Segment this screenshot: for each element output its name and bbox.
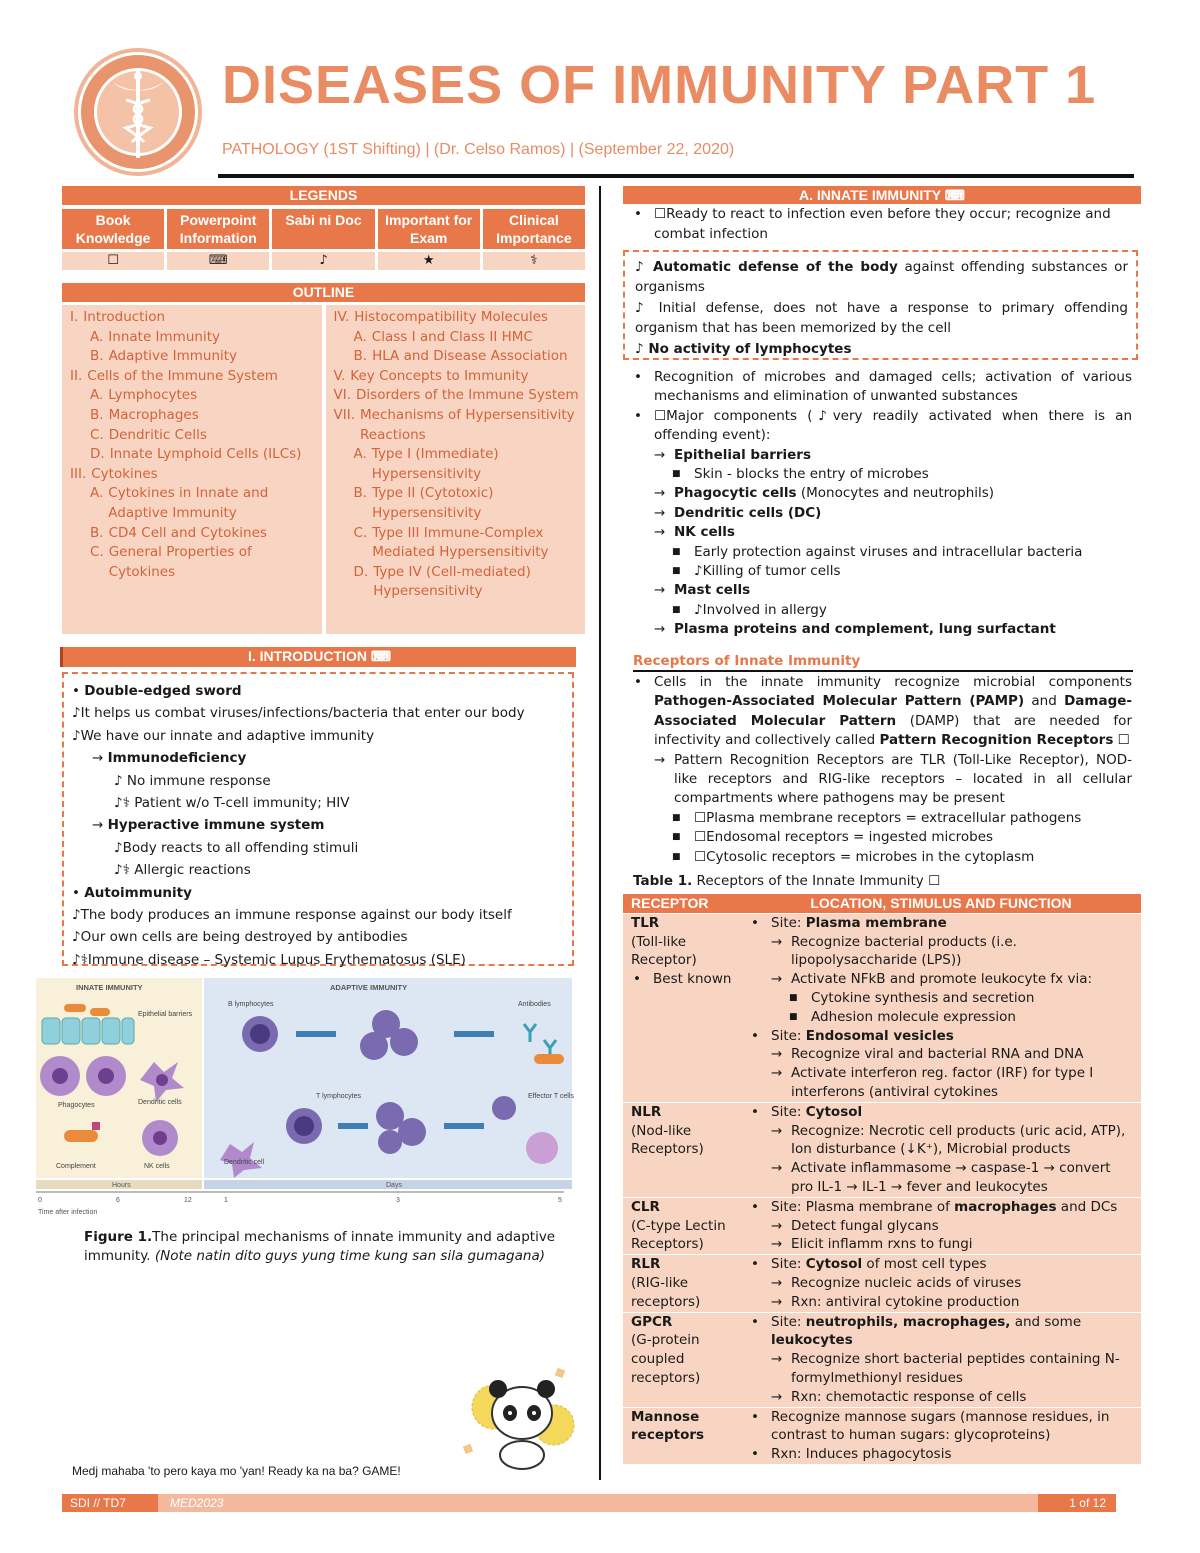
- outline-item: A. Innate Immunity: [90, 328, 220, 345]
- outline-item: C. Type III Immune-Complex Mediated Hypersensitivity: [353, 524, 549, 561]
- outline-item: IV. Histocompatibility Molecules: [333, 309, 548, 325]
- list-item: → Plasma proteins and complement, lung surfactant: [654, 621, 1056, 638]
- list-item: ■ ♪Killing of tumor cells: [672, 563, 841, 580]
- receptors-body: [632, 673, 1132, 867]
- dendritic-cell-label: Dendritic cell: [224, 1159, 265, 1166]
- figure-caption: Figure 1.The principal mechanisms of innate immunity and adaptive immunity. (Note natin dito guys yung time kung san sila gumagana): [84, 1229, 556, 1264]
- table-row: Mannose receptors • Recognize mannose sugars (mannose residues, in contrast to human sugars: glycoproteins) • Rxn: Induces phagocytosis: [623, 1407, 1141, 1464]
- table-caption: Table 1. Receptors of the Innate Immunity ☐: [633, 873, 941, 889]
- legend-exam-label: Important for Exam: [378, 209, 480, 249]
- innate-components: [632, 368, 1132, 640]
- list-item: ♪It helps us combat viruses/infections/bacteria that enter our body: [72, 705, 525, 722]
- list-item: → NK cells: [654, 524, 735, 541]
- outline-item: D. Type IV (Cell-mediated) Hypersensitivity: [353, 563, 531, 600]
- list-item: ♪ No immune response: [114, 772, 271, 789]
- list-item: ♪The body produces an immune response against our body itself: [72, 907, 512, 924]
- outline-item: A. Type I (Immediate) Hypersensitivity: [353, 446, 499, 482]
- footer-group-label: SDI // TD7: [70, 1496, 126, 1510]
- epithelial-label: Epithelial barriers: [138, 1011, 193, 1018]
- legend-powerpoint-label: Powerpoint Information: [167, 209, 269, 249]
- legend-book-label: Book Knowledge: [62, 209, 164, 249]
- table-header-receptor: RECEPTOR: [623, 894, 741, 913]
- legend-doc-label: Sabi ni Doc: [272, 209, 374, 249]
- footer-batch-label: MED2023: [158, 1494, 1038, 1512]
- antibodies-label: Antibodies: [518, 1001, 551, 1008]
- list-item: ■ ☐Cytosolic receptors = microbes in the cytoplasm: [672, 848, 1035, 865]
- days-label: Days: [386, 1182, 402, 1189]
- list-item: ♪ Initial defense, does not have a response to primary offending organism that has been memorized by the cell: [635, 299, 1128, 337]
- outline-item: D. Innate Lymphoid Cells (ILCs): [90, 446, 302, 463]
- list-item: → Pattern Recognition Receptors are TLR (Toll-Like Receptor), NOD-like receptors and RIG-like receptors – located in all cellular compartments where pathogens may be present: [654, 751, 1132, 807]
- tick-label: 6: [116, 1197, 120, 1204]
- innate-intro: [632, 204, 1132, 244]
- page-title: DISEASES OF IMMUNITY PART 1: [222, 55, 1097, 115]
- legend-clinical-label: Clinical Importance: [483, 209, 585, 249]
- innate-label: INNATE IMMUNITY: [76, 983, 143, 992]
- list-item: ♪⚕Immune disease – Systemic Lupus Erythematosus (SLE): [72, 951, 466, 968]
- list-item: → Dendritic cells (DC): [654, 504, 822, 521]
- caduceus-icon: ⚕: [483, 252, 585, 270]
- outline-item: VI. Disorders of the Immune System: [333, 387, 579, 404]
- sabi-ni-doc-box: [623, 250, 1138, 360]
- list-item: • ☐Ready to react to infection even before they occur; recognize and combat infection: [634, 206, 1111, 242]
- list-item: ■ ☐Endosomal receptors = ingested microbes: [672, 829, 994, 846]
- page-subtitle: PATHOLOGY (1ST Shifting) | (Dr. Celso Ramos) | (September 22, 2020): [222, 141, 735, 158]
- table-row: GPCR (G-protein coupled receptors) • Site: neutrophils, macrophages, and some leukocytes → Recognize short bacterial peptides containing N-formylmethionyl residues → Rxn: chemotactic response of cells: [623, 1312, 1141, 1407]
- adaptive-label: ADAPTIVE IMMUNITY: [330, 983, 408, 992]
- outline-item: C. Dendritic Cells: [90, 426, 207, 443]
- introduction-box: [62, 672, 574, 966]
- outline-item: I. Introduction: [70, 309, 166, 325]
- outline-item: A. Cytokines in Innate and Adaptive Immunity: [90, 485, 269, 521]
- receptors-subheading: Receptors of Innate Immunity: [633, 653, 861, 669]
- list-item: • ☐Major components (♪very readily activated when there is an offending event):: [634, 407, 1132, 444]
- legends-table: [62, 209, 585, 270]
- university-seal-logo: [72, 46, 204, 178]
- list-item: • Recognition of microbes and damaged cells; activation of various mechanisms and elimination of unwanted substances: [634, 369, 1132, 405]
- tick-label: 5: [558, 1197, 562, 1204]
- complement-label: Complement: [56, 1163, 96, 1170]
- outline-header: OUTLINE: [62, 283, 585, 302]
- table-row: RLR (RIG-like receptors) • Site: Cytosol of most cell types → Recognize nucleic acids of viruses → Rxn: antiviral cytokine production: [623, 1255, 1141, 1312]
- list-item: ♪ Automatic defense of the body against offending substances or organisms: [635, 259, 1128, 296]
- table-row: TLR (Toll-like Receptor) • Best known • Site: Plasma membrane → Recognize bacterial products (i.e. lipopolysaccharide (LPS)) → Activate NFkB and promote leukocyte fx via: ■ Cytokine synthesis and secretion ■ Adhesion molecule expression • Site: Endosomal vesicles → Recognize viral and bacterial RNA and DNA → Activate interferon reg. factor (IRF) for type I interferons (antiviral cytokines: [623, 913, 1141, 1102]
- outline-item: B. HLA and Disease Association: [353, 348, 568, 365]
- outline-item: A. Lymphocytes: [90, 387, 198, 404]
- tick-label: 0: [38, 1197, 42, 1204]
- list-item: → Immunodeficiency: [92, 750, 247, 767]
- list-item: ♪Body reacts to all offending stimuli: [114, 839, 359, 856]
- list-item: • Autoimmunity: [72, 884, 192, 901]
- introduction-header: I. INTRODUCTION ⌨: [60, 647, 576, 667]
- outline-item: V. Key Concepts to Immunity: [333, 367, 529, 384]
- list-item: • Double-edged sword: [72, 683, 242, 699]
- effector-t-cells-label: Effector T cells: [528, 1093, 574, 1100]
- list-item: ♪ No activity of lymphocytes: [635, 340, 852, 357]
- time-axis-label: Time after infection: [38, 1209, 98, 1216]
- outline-table: [62, 305, 585, 634]
- outline-item: B. CD4 Cell and Cytokines: [90, 524, 267, 541]
- page-number: 1 of 12: [1069, 1496, 1106, 1510]
- tick-label: 12: [184, 1197, 192, 1204]
- tick-label: 3: [396, 1197, 400, 1204]
- receptors-table: [623, 894, 1141, 1464]
- music-note-icon: ♪: [272, 252, 374, 270]
- b-lymphocytes-label: B lymphocytes: [228, 1001, 274, 1008]
- hours-label: Hours: [112, 1182, 131, 1189]
- outline-item: C. General Properties of Cytokines: [90, 544, 252, 580]
- outline-item: B. Macrophages: [90, 406, 199, 423]
- list-item: → Epithelial barriers: [654, 446, 811, 463]
- table-row: CLR (C-type Lectin Receptors) • Site: Plasma membrane of macrophages and DCs → Detect fungal glycans → Elicit inflamm rxns to fungi: [623, 1197, 1141, 1254]
- table-row: NLR (Nod-like Receptors) • Site: Cytosol → Recognize: Necrotic cell products (uric acid, ATP), Ion disturbance (↓K⁺), Microbial products → Activate inflammasome → caspase-1 → convert pro IL-1 → IL-1 → fever and leukocytes: [623, 1102, 1141, 1197]
- outline-item: B. Type II (Cytotoxic) Hypersensitivity: [353, 485, 494, 521]
- keyboard-icon: ⌨: [167, 252, 269, 270]
- outline-item: III. Cytokines: [70, 465, 158, 482]
- list-item: • Cells in the innate immunity recognize microbial components Pathogen-Associated Molecular Pattern (PAMP) and Damage-Associated Molecular Pattern (DAMP) that are needed for infectivity and collectively called Pattern Recognition Receptors ☐: [634, 674, 1132, 749]
- dendritic-cells-label: Dendritic cells: [138, 1099, 182, 1106]
- list-item: ♪We have our innate and adaptive immunity: [72, 727, 375, 744]
- outline-item: B. Adaptive Immunity: [90, 348, 238, 365]
- receptors-rule: [633, 670, 1133, 672]
- outline-item: VII. Mechanisms of Hypersensitivity Reactions: [333, 406, 575, 443]
- legends-header: LEGENDS: [62, 186, 585, 205]
- outline-item: II. Cells of the Immune System: [70, 367, 278, 384]
- list-item: ■ ☐Plasma membrane receptors = extracellular pathogens: [672, 809, 1082, 826]
- column-divider: [599, 186, 601, 1480]
- list-item: → Mast cells: [654, 582, 751, 599]
- list-item: ♪⚕ Allergic reactions: [114, 862, 251, 879]
- page-footer: [62, 1494, 1116, 1512]
- star-icon: ★: [378, 252, 480, 270]
- list-item: ♪⚕ Patient w/o T-cell immunity; HIV: [114, 795, 350, 812]
- book-icon: ☐: [62, 252, 164, 270]
- list-item: ♪Our own cells are being destroyed by antibodies: [72, 929, 408, 946]
- innate-adaptive-immunity-figure: [34, 976, 574, 1216]
- list-item: → Hyperactive immune system: [92, 817, 325, 834]
- t-lymphocytes-label: T lymphocytes: [316, 1093, 361, 1100]
- table-header-function: LOCATION, STIMULUS AND FUNCTION: [741, 894, 1141, 913]
- panda-sticker: [450, 1355, 580, 1470]
- table-header-row: [623, 894, 1141, 913]
- outline-left-column: [62, 305, 322, 634]
- outline-item: A. Class I and Class II HMC: [353, 328, 533, 345]
- list-item: → Phagocytic cells (Monocytes and neutrophils): [654, 485, 995, 502]
- innate-immunity-header: A. INNATE IMMUNITY ⌨: [623, 186, 1141, 204]
- cheer-note: Medj mahaba 'to pero kaya mo 'yan! Ready ka na ba? GAME!: [72, 1464, 401, 1478]
- complement-illustration: [64, 1130, 98, 1142]
- tick-label: 1: [224, 1197, 228, 1204]
- list-item: ■ Early protection against viruses and intracellular bacteria: [672, 543, 1083, 560]
- list-item: ■ Skin - blocks the entry of microbes: [672, 466, 929, 483]
- list-item: ■ ♪Involved in allergy: [672, 601, 827, 618]
- nk-cells-label: NK cells: [144, 1163, 170, 1170]
- phagocytes-label: Phagocytes: [58, 1102, 95, 1109]
- header-rule: [218, 174, 1134, 178]
- outline-right-column: [326, 305, 586, 634]
